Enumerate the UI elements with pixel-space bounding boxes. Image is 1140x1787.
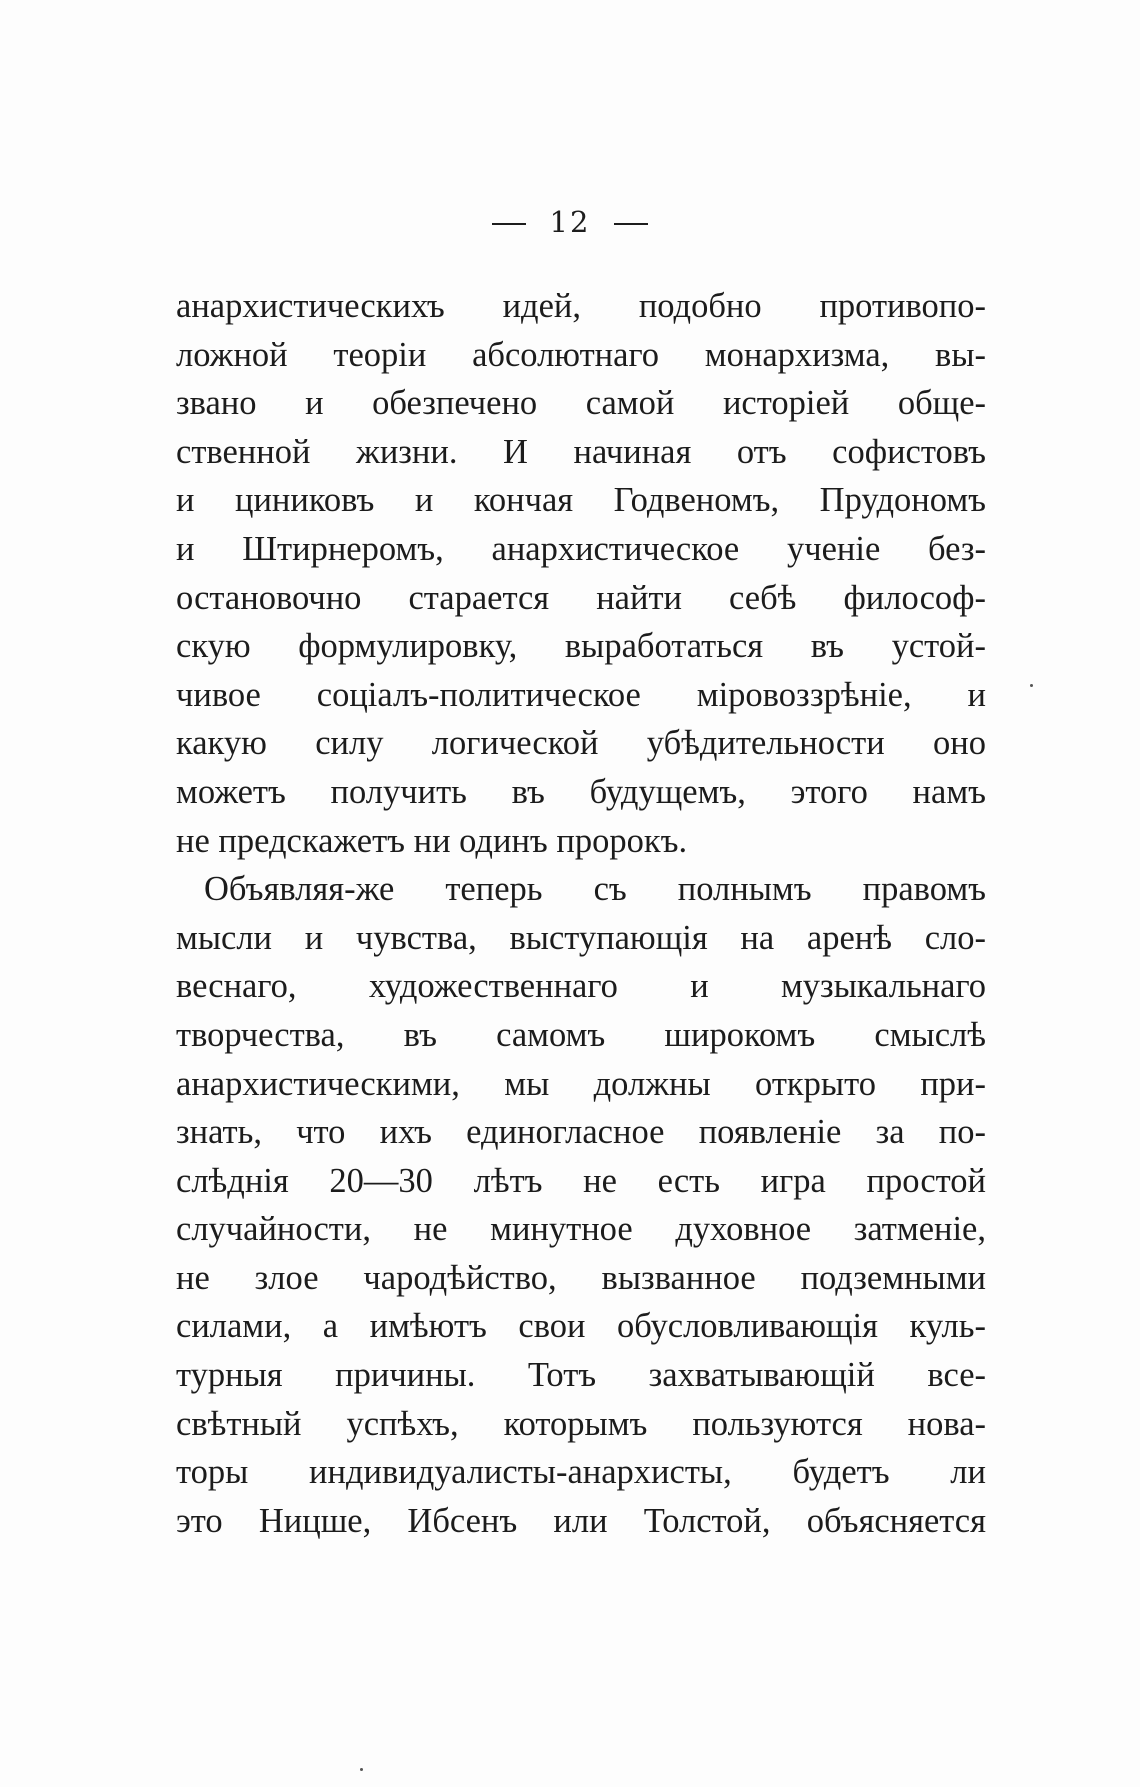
text-line: можетъ получить въ будущемъ, этого намъ — [176, 772, 986, 811]
text-line: чивое соціалъ-политическое міровоззрѣніе, и — [176, 675, 986, 714]
text-line: мысли и чувства, выступающія на аренѣ сло- — [176, 918, 986, 957]
text-line: знать, что ихъ единогласное появленіе за по- — [176, 1113, 986, 1152]
page-number-value: 12 — [549, 205, 591, 239]
text-line: ложной теоріи абсолютнаго монархизма, вы- — [176, 335, 986, 374]
paragraph-1 — [176, 282, 986, 865]
paragraph-2 — [176, 865, 986, 1545]
text-line: не предскажетъ ни одинъ пророкъ. — [176, 821, 688, 860]
text-line: это Ницше, Ибсенъ или Толстой, объясняется — [176, 1501, 986, 1540]
text-line: остановочно старается найти себѣ философ- — [176, 578, 986, 617]
text-line: свѣтный успѣхъ, которымъ пользуются нова- — [176, 1404, 986, 1443]
body-text — [176, 282, 986, 1545]
text-line: творчества, въ самомъ широкомъ смыслѣ — [176, 1015, 986, 1054]
text-line: силами, а имѣютъ свои обусловливающія куль- — [176, 1307, 986, 1346]
text-line: веснаго, художественнаго и музыкальнаго — [176, 967, 986, 1006]
text-line: турныя причины. Тотъ захватывающій все- — [176, 1356, 986, 1395]
text-line: скую формулировку, выработаться въ устой- — [176, 627, 986, 666]
text-line: и циниковъ и кончая Годвеномъ, Прудономъ — [176, 481, 986, 520]
paper-speck — [360, 1768, 363, 1771]
text-line: слѣднія 20—30 лѣтъ не есть игра простой — [176, 1161, 986, 1200]
paper-speck — [1030, 684, 1033, 687]
text-line: торы индивидуалисты-анархисты, будетъ ли — [176, 1453, 986, 1492]
page-number-dash-right — [614, 223, 648, 225]
text-line: ственной жизни. И начиная отъ софистовъ — [176, 432, 986, 471]
text-line: не злое чародѣйство, вызванное подземными — [176, 1258, 986, 1297]
text-line: Объявляя-же теперь съ полнымъ правомъ — [204, 870, 986, 909]
text-line: анархистическими, мы должны открыто при- — [176, 1064, 986, 1103]
text-line: анархистическихъ идей, подобно противопо- — [176, 287, 986, 325]
page-number — [0, 205, 1140, 239]
text-line: и Штирнеромъ, анархистическое ученіе без- — [176, 529, 986, 568]
text-line: какую силу логической убѣдительности оно — [176, 724, 986, 763]
page-number-dash-left — [492, 223, 526, 225]
text-line: звано и обезпечено самой исторіей обще- — [176, 384, 986, 423]
text-line: случайности, не минутное духовное затменіе, — [176, 1210, 986, 1249]
